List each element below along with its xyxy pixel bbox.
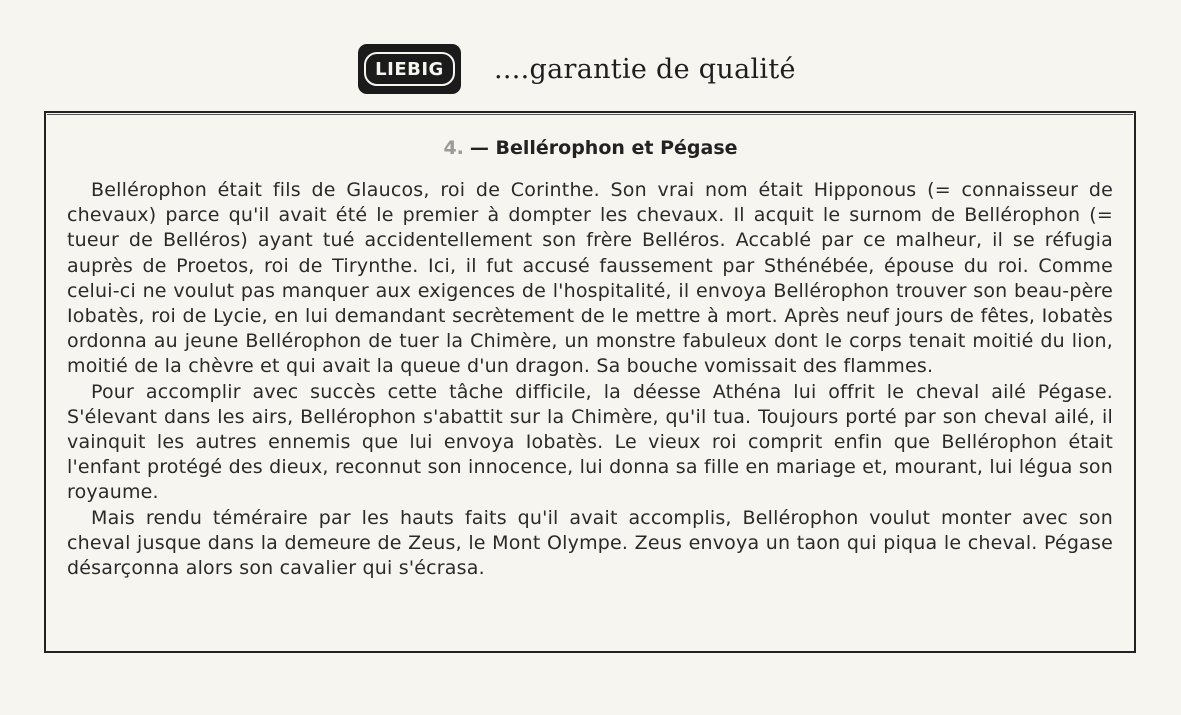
logo-text: LIEBIG xyxy=(364,52,455,86)
story-text xyxy=(67,178,1113,581)
header xyxy=(358,43,796,95)
card-title xyxy=(0,137,1181,159)
paragraph-2: Pour accomplir avec succès cette tâche difficile, la déesse Athéna lui offrit le cheval ailé Pégase. S'élevant dans les airs, Bellérophon s'abattit sur la Chimère, qu'il tua. Toujours porté par son cheval ailé, il vainquit les autres ennemis que lui envoya Iobatès. Le vieux roi comprit enfin que Bellérophon était l'enfant protégé des dieux, reconnut son innocence, lui donna sa fille en mariage et, mourant, lui légua son royaume. xyxy=(67,380,1113,504)
card-title-text: — Bellérophon et Pégase xyxy=(469,137,738,159)
paragraph-1: Bellérophon était fils de Glaucos, roi de Corinthe. Son vrai nom était Hipponous (= connaisseur de chevaux) parce qu'il avait été le premier à dompter les chevaux. Il acquit le surnom de Bellérophon (= tueur de Belléros) ayant tué accidentellement son frère Belléros. Accablé par ce malheur, il se réfugia auprès de Proetos, roi de Tirynthe. Ici, il fut accusé faussement par Sthénébée, épouse du roi. Comme celui-ci ne voulut pas manquer aux exigences de l'hospitalité, il envoya Bellérophon trouver son beau-père Iobatès, roi de Lycie, en lui demandant secrètement de le mettre à mort. Après neuf jours de fêtes, Iobatès ordonna au jeune Bellérophon de tuer la Chimère, un monstre fabuleux dont le corps tenait moitié du lion, moitié de la chèvre et qui avait la queue d'un dragon. Sa bouche vomissait des flammes. xyxy=(67,179,1113,378)
tagline: ....garantie de qualité xyxy=(494,53,796,85)
liebig-logo xyxy=(358,44,461,94)
card-number: 4. xyxy=(443,137,464,159)
paragraph-3: Mais rendu téméraire par les hauts faits qu'il avait accomplis, Bellérophon voulut monter avec son cheval jusque dans la demeure de Zeus, le Mont Olympe. Zeus envoya un taon qui piqua le cheval. Pégase désarçonna alors son cavalier qui s'écrasa. xyxy=(67,506,1113,580)
frame-inner-rule xyxy=(47,114,1133,115)
